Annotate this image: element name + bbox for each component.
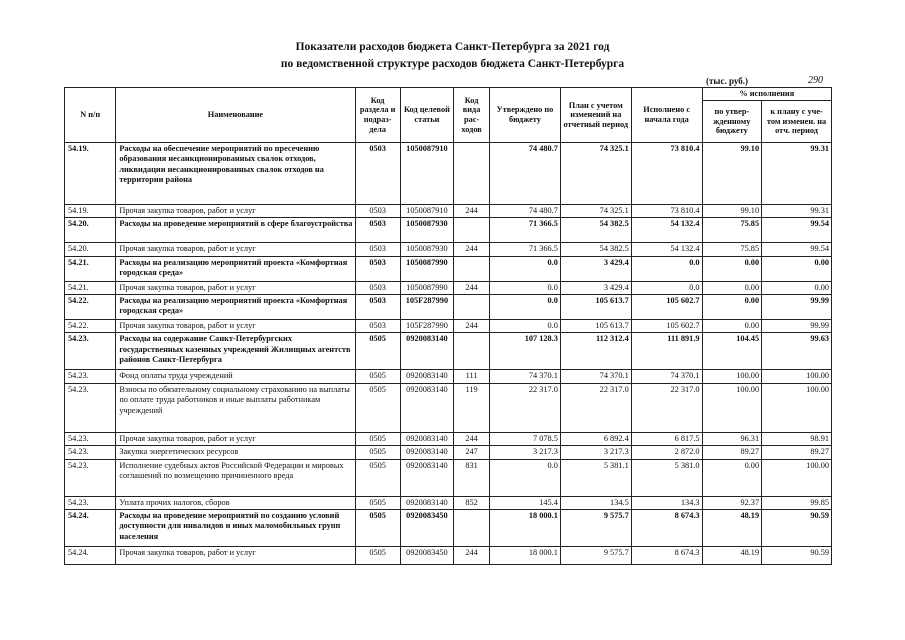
row-executed: 8 674.3 (631, 546, 702, 564)
row-target-code: 0920083140 (400, 432, 453, 445)
report-title: Показатели расходов бюджета Санкт-Петербурга за 2021 год (295, 41, 610, 53)
report-subtitle: по ведомственной структуре расходов бюджета Санкт-Петербурга (280, 58, 625, 70)
row-number: 54.23. (65, 432, 116, 445)
row-approved: 107 128.3 (490, 333, 561, 370)
row-approved: 74 370.1 (490, 370, 561, 383)
row-pct-approved: 92.37 (702, 496, 762, 509)
col-target-header: Код целевой статьи (400, 88, 453, 143)
row-name: Расходы на обеспечение мероприятий по пресечению образования несанкционированных свалок отходов, ликвидации несанкционированных свалок отходов на территории района (116, 143, 355, 205)
row-section-code: 0505 (355, 496, 400, 509)
row-plan: 105 613.7 (560, 320, 631, 333)
row-plan: 105 613.7 (560, 295, 631, 320)
row-type-code: 247 (454, 446, 490, 459)
row-number: 54.19. (65, 143, 116, 205)
row-target-code: 0920083450 (400, 546, 453, 564)
row-executed: 5 381.0 (631, 459, 702, 496)
table-row (65, 546, 832, 564)
row-name: Расходы на реализацию мероприятий проекта «Комфортная городская среда» (116, 295, 355, 320)
row-name: Прочая закупка товаров, работ и услуг (116, 205, 355, 218)
row-target-code: 0920083140 (400, 446, 453, 459)
row-type-code: 831 (454, 459, 490, 496)
row-section-code: 0503 (355, 281, 400, 294)
row-number: 54.20. (65, 218, 116, 243)
table-row (65, 370, 832, 383)
row-name: Прочая закупка товаров, работ и услуг (116, 281, 355, 294)
row-executed: 6 817.5 (631, 432, 702, 445)
row-plan: 3 217.3 (560, 446, 631, 459)
units-label: (тыс. руб.) (706, 76, 748, 86)
table-row (65, 432, 832, 445)
row-number: 54.24. (65, 509, 116, 546)
table-row (65, 509, 832, 546)
row-pct-approved: 96.31 (702, 432, 762, 445)
row-pct-approved: 89.27 (702, 446, 762, 459)
row-type-code: 244 (454, 320, 490, 333)
row-target-code: 0920083450 (400, 509, 453, 546)
row-name: Расходы на проведение мероприятий по созданию условий доступности для инвалидов и иных маломобильных групп населения (116, 509, 355, 546)
row-pct-plan: 90.59 (762, 546, 832, 564)
row-number: 54.20. (65, 243, 116, 256)
row-approved: 74 480.7 (490, 143, 561, 205)
row-name: Расходы на проведение мероприятий в сфере благоустройства (116, 218, 355, 243)
row-executed: 74 370.1 (631, 370, 702, 383)
row-plan: 54 382.5 (560, 218, 631, 243)
table-row (65, 459, 832, 496)
row-approved: 71 366.5 (490, 243, 561, 256)
row-pct-plan: 99.31 (762, 205, 832, 218)
table-row (65, 383, 832, 432)
row-approved: 3 217.3 (490, 446, 561, 459)
row-section-code: 0505 (355, 509, 400, 546)
row-approved: 71 366.5 (490, 218, 561, 243)
row-executed: 73 810.4 (631, 143, 702, 205)
col-section-header: Код раздела и подраз-дела (355, 88, 400, 143)
row-number: 54.19. (65, 205, 116, 218)
row-type-code (454, 509, 490, 546)
row-number: 54.23. (65, 370, 116, 383)
col-num-header: N п/п (65, 88, 116, 143)
row-executed: 22 317.0 (631, 383, 702, 432)
row-pct-plan: 100.00 (762, 370, 832, 383)
row-approved: 7 078.5 (490, 432, 561, 445)
row-executed: 0.0 (631, 256, 702, 281)
row-target-code: 1050087930 (400, 243, 453, 256)
row-number: 54.22. (65, 295, 116, 320)
row-executed: 2 872.0 (631, 446, 702, 459)
row-pct-plan: 0.00 (762, 281, 832, 294)
row-plan: 112 312.4 (560, 333, 631, 370)
row-plan: 9 575.7 (560, 546, 631, 564)
row-type-code: 244 (454, 205, 490, 218)
row-target-code: 0920083140 (400, 333, 453, 370)
row-pct-plan: 98.91 (762, 432, 832, 445)
row-executed: 54 132.4 (631, 243, 702, 256)
row-name: Прочая закупка товаров, работ и услуг (116, 432, 355, 445)
row-approved: 0.0 (490, 281, 561, 294)
row-executed: 0.0 (631, 281, 702, 294)
table-row (65, 143, 832, 205)
row-plan: 22 317.0 (560, 383, 631, 432)
table-row (65, 496, 832, 509)
row-type-code: 244 (454, 243, 490, 256)
row-section-code: 0505 (355, 383, 400, 432)
table-row (65, 320, 832, 333)
row-number: 54.23. (65, 446, 116, 459)
row-section-code: 0503 (355, 218, 400, 243)
row-plan: 6 892.4 (560, 432, 631, 445)
col-type-header: Код вида рас-ходов (454, 88, 490, 143)
row-plan: 134.5 (560, 496, 631, 509)
row-pct-approved: 75.85 (702, 243, 762, 256)
row-approved: 0.0 (490, 256, 561, 281)
col-executed-header: Исполнено с начала года (631, 88, 702, 143)
row-executed: 111 891.9 (631, 333, 702, 370)
row-approved: 18 000.1 (490, 509, 561, 546)
row-type-code (454, 256, 490, 281)
row-approved: 0.0 (490, 320, 561, 333)
row-pct-approved: 0.00 (702, 295, 762, 320)
row-plan: 9 575.7 (560, 509, 631, 546)
row-executed: 73 810.4 (631, 205, 702, 218)
row-approved: 74 480.7 (490, 205, 561, 218)
row-plan: 74 325.1 (560, 143, 631, 205)
page-number: 290 (808, 75, 823, 86)
row-target-code: 105F287990 (400, 320, 453, 333)
row-section-code: 0503 (355, 320, 400, 333)
col-plan-header: План с учетом изменений на отчетный период (560, 88, 631, 143)
row-type-code (454, 143, 490, 205)
row-approved: 0.0 (490, 459, 561, 496)
row-plan: 54 382.5 (560, 243, 631, 256)
row-name: Расходы на реализацию мероприятий проекта «Комфортная городская среда» (116, 256, 355, 281)
col-pct-approved-header: по утвер-жденному бюджету (702, 101, 762, 143)
row-pct-plan: 99.54 (762, 218, 832, 243)
row-number: 54.23. (65, 383, 116, 432)
row-section-code: 0503 (355, 256, 400, 281)
row-name: Исполнение судебных актов Российской Федерации и мировых соглашений по возмещению причиненного вреда (116, 459, 355, 496)
row-executed: 105 602.7 (631, 295, 702, 320)
row-name: Закупка энергетических ресурсов (116, 446, 355, 459)
row-name: Уплата прочих налогов, сборов (116, 496, 355, 509)
table-row (65, 281, 832, 294)
row-number: 54.21. (65, 281, 116, 294)
row-executed: 134.3 (631, 496, 702, 509)
row-section-code: 0503 (355, 243, 400, 256)
row-executed: 54 132.4 (631, 218, 702, 243)
row-pct-approved: 104.45 (702, 333, 762, 370)
row-plan: 74 370.1 (560, 370, 631, 383)
row-pct-approved: 0.00 (702, 320, 762, 333)
table-row (65, 446, 832, 459)
row-section-code: 0505 (355, 546, 400, 564)
row-approved: 0.0 (490, 295, 561, 320)
row-target-code: 1050087990 (400, 256, 453, 281)
row-type-code: 852 (454, 496, 490, 509)
row-name: Взносы по обязательному социальному страхованию на выплаты по оплате труда работников и иные выплаты работникам учреждений (116, 383, 355, 432)
row-pct-approved: 100.00 (702, 370, 762, 383)
row-target-code: 1050087910 (400, 143, 453, 205)
row-plan: 5 381.1 (560, 459, 631, 496)
row-pct-plan: 99.85 (762, 496, 832, 509)
row-name: Прочая закупка товаров, работ и услуг (116, 243, 355, 256)
row-pct-approved: 0.00 (702, 459, 762, 496)
row-type-code (454, 333, 490, 370)
row-target-code: 0920083140 (400, 459, 453, 496)
row-number: 54.23. (65, 459, 116, 496)
row-section-code: 0505 (355, 333, 400, 370)
row-type-code: 244 (454, 546, 490, 564)
row-number: 54.22. (65, 320, 116, 333)
table-row (65, 333, 832, 370)
row-executed: 105 602.7 (631, 320, 702, 333)
row-pct-plan: 99.54 (762, 243, 832, 256)
col-approved-header: Утверждено по бюджету (490, 88, 561, 143)
row-pct-plan: 90.59 (762, 509, 832, 546)
table-row (65, 295, 832, 320)
row-pct-plan: 0.00 (762, 256, 832, 281)
row-number: 54.23. (65, 496, 116, 509)
table-row (65, 243, 832, 256)
row-section-code: 0503 (355, 295, 400, 320)
row-pct-approved: 99.10 (702, 205, 762, 218)
row-number: 54.23. (65, 333, 116, 370)
row-pct-approved: 75.85 (702, 218, 762, 243)
row-target-code: 105F287990 (400, 295, 453, 320)
row-pct-plan: 100.00 (762, 459, 832, 496)
expenditure-table (64, 87, 832, 565)
row-pct-plan: 99.63 (762, 333, 832, 370)
row-target-code: 0920083140 (400, 496, 453, 509)
row-target-code: 1050087930 (400, 218, 453, 243)
row-type-code: 244 (454, 432, 490, 445)
row-pct-approved: 48.19 (702, 546, 762, 564)
row-pct-plan: 89.27 (762, 446, 832, 459)
row-section-code: 0503 (355, 143, 400, 205)
row-type-code: 119 (454, 383, 490, 432)
row-section-code: 0503 (355, 205, 400, 218)
row-executed: 8 674.3 (631, 509, 702, 546)
row-name: Прочая закупка товаров, работ и услуг (116, 320, 355, 333)
row-pct-approved: 100.00 (702, 383, 762, 432)
row-pct-plan: 99.99 (762, 320, 832, 333)
row-type-code (454, 295, 490, 320)
row-target-code: 0920083140 (400, 370, 453, 383)
row-plan: 3 429.4 (560, 281, 631, 294)
table-row (65, 205, 832, 218)
table-body (65, 143, 832, 565)
row-pct-approved: 0.00 (702, 256, 762, 281)
row-section-code: 0505 (355, 446, 400, 459)
row-pct-approved: 0.00 (702, 281, 762, 294)
row-approved: 18 000.1 (490, 546, 561, 564)
row-number: 54.24. (65, 546, 116, 564)
row-plan: 3 429.4 (560, 256, 631, 281)
row-pct-plan: 99.31 (762, 143, 832, 205)
row-pct-plan: 99.99 (762, 295, 832, 320)
row-target-code: 1050087990 (400, 281, 453, 294)
row-pct-approved: 99.10 (702, 143, 762, 205)
row-approved: 22 317.0 (490, 383, 561, 432)
row-section-code: 0505 (355, 370, 400, 383)
row-type-code (454, 218, 490, 243)
row-approved: 145.4 (490, 496, 561, 509)
row-name: Фонд оплаты труда учреждений (116, 370, 355, 383)
col-name-header: Наименование (116, 88, 355, 143)
row-plan: 74 325.1 (560, 205, 631, 218)
table-row (65, 256, 832, 281)
row-pct-plan: 100.00 (762, 383, 832, 432)
table-row (65, 218, 832, 243)
col-percent-group-header: % исполнения (702, 88, 831, 101)
row-number: 54.21. (65, 256, 116, 281)
row-pct-approved: 48.19 (702, 509, 762, 546)
row-name: Прочая закупка товаров, работ и услуг (116, 546, 355, 564)
row-target-code: 1050087910 (400, 205, 453, 218)
row-name: Расходы на содержание Санкт-Петербургских государственных казенных учреждений Жилищных агентств районов Санкт-Петербурга (116, 333, 355, 370)
row-section-code: 0505 (355, 459, 400, 496)
row-section-code: 0505 (355, 432, 400, 445)
row-target-code: 0920083140 (400, 383, 453, 432)
row-type-code: 111 (454, 370, 490, 383)
col-pct-plan-header: к плану с уче-том изменен. на отч. период (762, 101, 832, 143)
row-type-code: 244 (454, 281, 490, 294)
